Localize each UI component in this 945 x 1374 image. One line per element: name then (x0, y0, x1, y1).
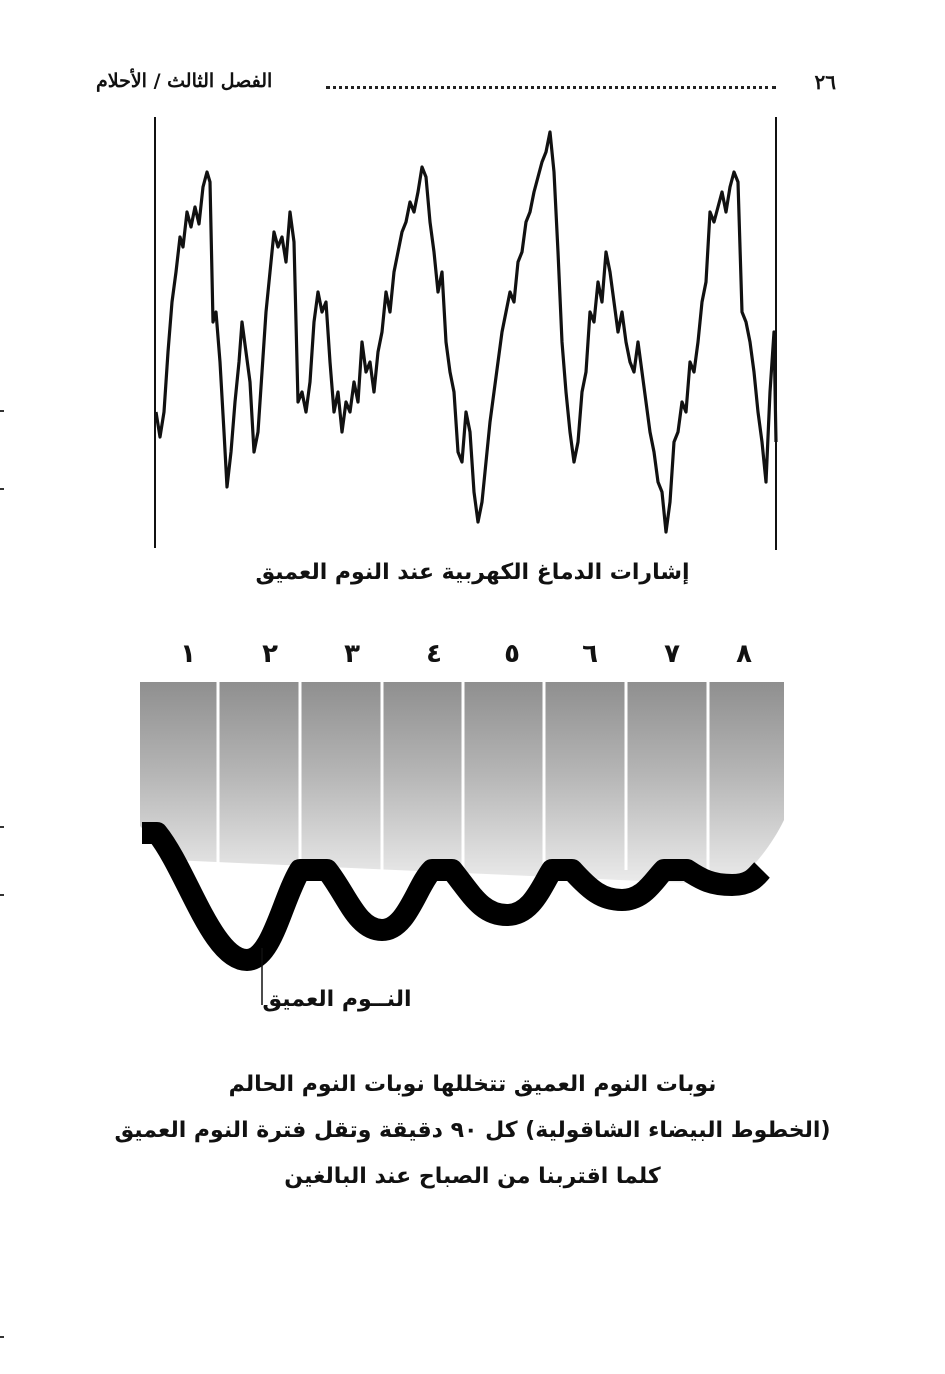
caption-line-3: كلما اقتربنا من الصباح عند البالغين (284, 1164, 661, 1189)
scan-edge-mark (0, 894, 4, 896)
cycle-number-6: ٦ (582, 639, 598, 669)
eeg-signal-trace (156, 132, 776, 532)
scan-edge-mark (0, 488, 4, 490)
header-dotted-leader (326, 86, 776, 89)
cycle-number-7: ٧ (664, 639, 680, 669)
eeg-figure-caption: إشارات الدماغ الكهربية عند النوم العميق (255, 560, 690, 585)
cycle-number-labels (180, 639, 752, 669)
sleep-cycle-svg (132, 630, 802, 1020)
page-number: ٢٦ (814, 70, 836, 94)
running-title: الفصل الثالث / الأحلام (96, 70, 273, 92)
sleep-cycle-figure (132, 630, 802, 1020)
scan-edge-mark (0, 826, 4, 828)
scan-edge-mark (0, 1336, 4, 1338)
scan-edge-mark (0, 410, 4, 412)
caption-line-2: (الخطوط البيضاء الشاقولية) كل ٩٠ دقيقة وتقل فترة النوم العميق (114, 1118, 831, 1143)
cycle-number-5: ٥ (504, 639, 520, 669)
cycle-number-3: ٣ (344, 639, 360, 669)
eeg-waveform-figure (150, 112, 782, 554)
cycle-number-4: ٤ (426, 639, 442, 669)
deep-sleep-label: النــوم العميق (262, 987, 412, 1012)
eeg-waveform-svg (150, 112, 782, 554)
cycle-number-2: ٢ (262, 639, 278, 669)
cycle-number-1: ١ (180, 639, 196, 669)
sleep-cycle-caption (0, 1062, 945, 1200)
caption-line-1: نوبات النوم العميق تتخللها نوبات النوم الحالم (228, 1072, 717, 1097)
cycle-number-8: ٨ (736, 639, 752, 669)
page-header (96, 66, 836, 106)
